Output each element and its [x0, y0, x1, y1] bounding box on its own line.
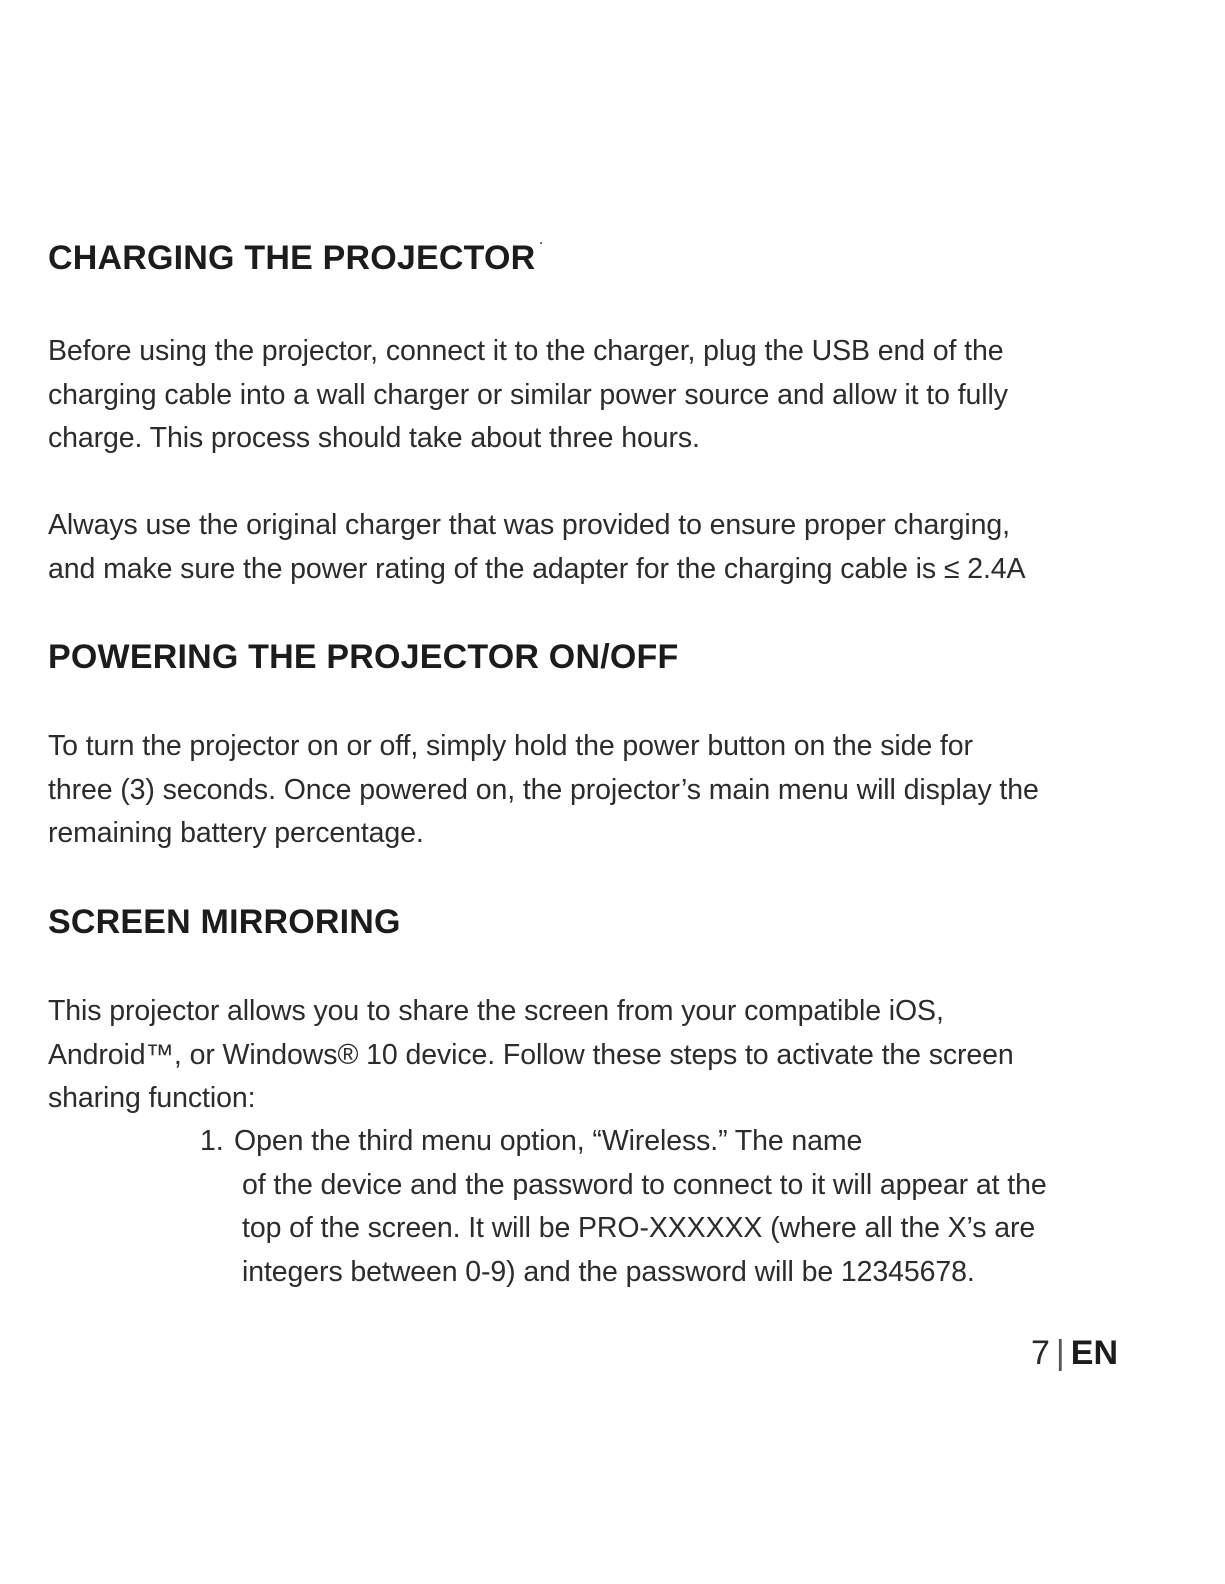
text-line: Always use the original charger that was provided to ensure proper charging,: [48, 509, 1010, 541]
text-line: charge. This process should take about three hours.: [48, 422, 700, 454]
numbered-step-1: [200, 1120, 1047, 1294]
powering-paragraph: [48, 725, 1168, 856]
text-line: Before using the projector, connect it to the charger, plug the USB end of the: [48, 335, 1004, 367]
text-line: Open the third menu option, “Wireless.” The name: [234, 1125, 863, 1157]
charging-paragraph-1: [48, 330, 1168, 461]
text-line: This projector allows you to share the screen from your compatible iOS,: [48, 995, 944, 1027]
screen-mirroring-paragraph: [48, 990, 1168, 1121]
section-heading-charging: CHARGING THE PROJECTOR: [48, 239, 536, 277]
text-line: charging cable into a wall charger or similar power source and allow it to fully: [48, 378, 1008, 411]
text-line: sharing function:: [48, 1082, 256, 1114]
text-line: top of the screen. It will be PRO-XXXXXX (where all the X’s are: [242, 1212, 1036, 1244]
page-footer: [1031, 1332, 1118, 1374]
section-heading-powering: POWERING THE PROJECTOR ON/OFF: [48, 638, 679, 676]
text-line: integers between 0-9) and the password will be 12345678.: [242, 1255, 975, 1288]
section-heading-screen-mirroring: SCREEN MIRRORING: [48, 903, 401, 941]
text-line: of the device and the password to connect to it will appear at the: [242, 1168, 1047, 1201]
page-number: 7: [1031, 1334, 1050, 1372]
text-line: and make sure the power rating of the adapter for the charging cable is ≤ 2.4A: [48, 552, 1026, 585]
footer-separator: |: [1055, 1334, 1065, 1372]
step-number: 1.: [200, 1125, 224, 1157]
charging-paragraph-2: [48, 504, 1168, 591]
language-code: EN: [1070, 1334, 1118, 1372]
text-line: three (3) seconds. Once powered on, the projector’s main menu will display the: [48, 773, 1039, 806]
text-line: remaining battery percentage.: [48, 817, 424, 849]
text-line: To turn the projector on or off, simply hold the power button on the side for: [48, 730, 973, 762]
text-line: Android™, or Windows® 10 device. Follow these steps to activate the screen: [48, 1038, 1014, 1071]
step-first-line: [200, 1120, 1047, 1164]
scan-speck: [540, 242, 542, 244]
